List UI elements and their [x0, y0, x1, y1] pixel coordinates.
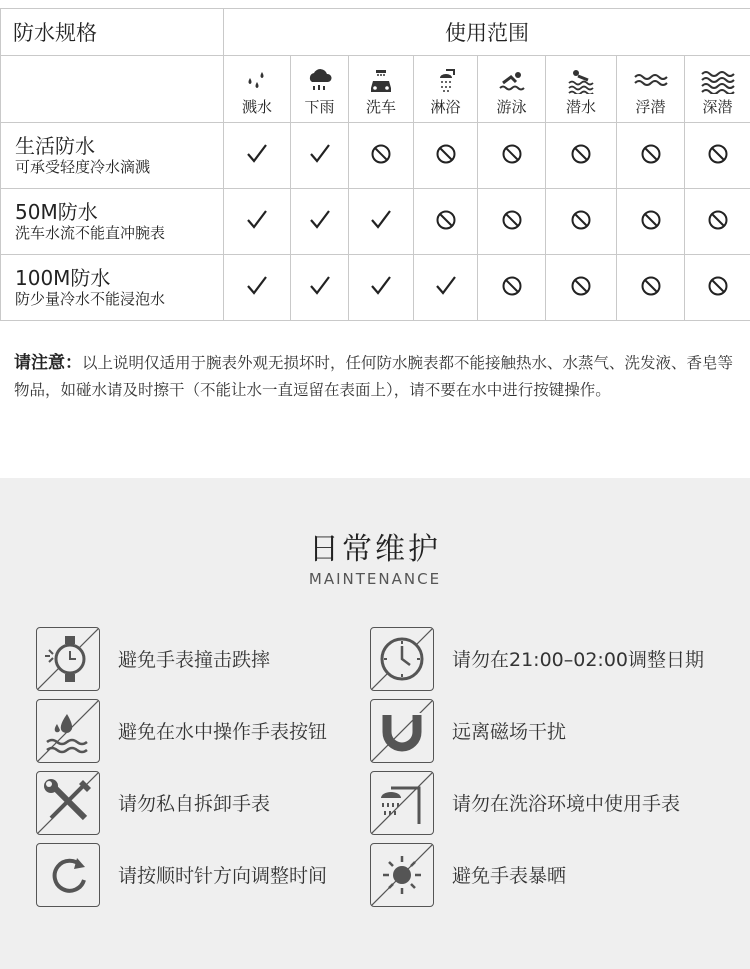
maintenance-item	[370, 843, 710, 909]
sun-icon	[370, 843, 434, 907]
scenario-car-wash: 洗车	[349, 56, 414, 123]
rating-title: 生活防水	[15, 134, 95, 158]
mark-cell	[414, 123, 478, 189]
scenario-shower: 淋浴	[414, 56, 478, 123]
maintenance-item	[36, 843, 376, 909]
rain-cloud-icon	[305, 68, 335, 94]
rating-subtitle: 可承受轻度冷水滴溅	[15, 158, 151, 176]
tools-icon	[36, 771, 100, 835]
maintenance-text: 避免手表暴晒	[452, 865, 567, 887]
maintenance-subtitle: MAINTENANCE	[308, 570, 442, 588]
deep-dive-waves-icon	[700, 68, 736, 94]
prohibited-icon	[501, 209, 523, 231]
prohibited-icon	[435, 143, 457, 165]
magnet-icon	[370, 699, 434, 763]
prohibited-icon	[640, 143, 662, 165]
mark-cell	[291, 123, 349, 189]
maintenance-item	[370, 627, 710, 693]
mark-cell	[224, 255, 291, 321]
prohibited-icon	[570, 275, 592, 297]
mark-cell	[617, 255, 685, 321]
mark-cell	[685, 189, 750, 255]
clock-icon	[370, 627, 434, 691]
prohibited-icon	[640, 275, 662, 297]
check-icon	[370, 209, 392, 231]
mark-cell	[685, 255, 750, 321]
mark-cell	[478, 189, 546, 255]
waterproof-section	[0, 0, 750, 452]
maintenance-item	[370, 771, 710, 837]
prohibited-icon	[570, 143, 592, 165]
mark-cell	[224, 189, 291, 255]
prohibited-icon	[640, 209, 662, 231]
scenario-swim: 游泳	[478, 56, 546, 123]
rating-title: 100M防水	[15, 266, 111, 290]
maintenance-item	[36, 627, 376, 693]
mark-cell	[685, 123, 750, 189]
splash-drops-icon	[242, 68, 272, 94]
rating-subtitle: 防少量冷水不能浸泡水	[15, 290, 166, 308]
maintenance-title: 日常维护	[309, 532, 441, 567]
diving-icon	[566, 68, 596, 94]
water-drop-icon	[36, 699, 100, 763]
mark-cell	[291, 189, 349, 255]
maintenance-text: 请按顺时针方向调整时间	[118, 865, 328, 887]
mark-cell	[349, 255, 414, 321]
maintenance-text: 请勿私自拆卸手表	[118, 793, 271, 815]
check-icon	[309, 143, 331, 165]
check-icon	[309, 209, 331, 231]
prohibited-icon	[707, 143, 729, 165]
mark-cell	[478, 255, 546, 321]
shower-icon	[370, 771, 434, 835]
rating-cell	[1, 189, 224, 255]
maintenance-text: 远离磁场干扰	[452, 721, 567, 743]
mark-cell	[546, 255, 617, 321]
prohibited-icon	[370, 143, 392, 165]
mark-cell	[224, 123, 291, 189]
mark-cell	[291, 255, 349, 321]
note-label: 请注意：	[14, 353, 82, 373]
scenario-snorkel: 浮潜	[617, 56, 685, 123]
check-icon	[370, 275, 392, 297]
maintenance-text: 请勿在洗浴环境中使用手表	[452, 793, 681, 815]
spec-header: 防水规格	[1, 9, 224, 56]
maintenance-item	[36, 771, 376, 837]
waterproof-table	[0, 8, 750, 321]
scenario-rain: 下雨	[291, 56, 349, 123]
rating-cell	[1, 255, 224, 321]
mark-cell	[478, 123, 546, 189]
mark-cell	[414, 255, 478, 321]
rating-cell	[1, 123, 224, 189]
note-text	[14, 350, 739, 404]
car-wash-icon	[366, 68, 396, 94]
prohibited-icon	[707, 209, 729, 231]
usage-header: 使用范围	[224, 9, 750, 56]
check-icon	[246, 209, 268, 231]
mark-cell	[349, 123, 414, 189]
prohibited-icon	[501, 143, 523, 165]
snorkel-waves-icon	[633, 68, 669, 94]
scenario-splash: 溅水	[224, 56, 291, 123]
prohibited-icon	[707, 275, 729, 297]
prohibited-icon	[570, 209, 592, 231]
mark-cell	[546, 123, 617, 189]
maintenance-item	[370, 699, 710, 765]
table-row	[1, 123, 750, 189]
maintenance-item	[36, 699, 376, 765]
mark-cell	[617, 123, 685, 189]
table-row	[1, 255, 750, 321]
rating-title: 50M防水	[15, 200, 98, 224]
check-icon	[246, 275, 268, 297]
swimming-icon	[497, 68, 527, 94]
note-body: 以上说明仅适用于腕表外观无损坏时，任何防水腕表都不能接触热水、水蒸气、洗发液、香皂等物品，如碰水请及时擦干（不能让水一直逗留在表面上），请不要在水中进行按键操作。	[14, 354, 734, 399]
rating-subtitle: 洗车水流不能直冲腕表	[15, 224, 166, 242]
maintenance-text: 避免手表撞击跌摔	[118, 649, 271, 671]
prohibited-icon	[501, 275, 523, 297]
mark-cell	[617, 189, 685, 255]
check-icon	[309, 275, 331, 297]
clockwise-arrow-icon	[36, 843, 100, 907]
maintenance-section	[0, 478, 750, 969]
scenario-dive: 潜水	[546, 56, 617, 123]
shower-icon	[431, 68, 461, 94]
scenario-deep-dive: 深潜	[685, 56, 750, 123]
maintenance-text: 避免在水中操作手表按钮	[118, 721, 328, 743]
check-icon	[246, 143, 268, 165]
mark-cell	[414, 189, 478, 255]
watch-impact-icon	[36, 627, 100, 691]
blank-header-cell	[1, 56, 224, 123]
table-row	[1, 189, 750, 255]
check-icon	[435, 275, 457, 297]
mark-cell	[546, 189, 617, 255]
prohibited-icon	[435, 209, 457, 231]
maintenance-text: 请勿在21:00–02:00调整日期	[452, 649, 705, 671]
mark-cell	[349, 189, 414, 255]
